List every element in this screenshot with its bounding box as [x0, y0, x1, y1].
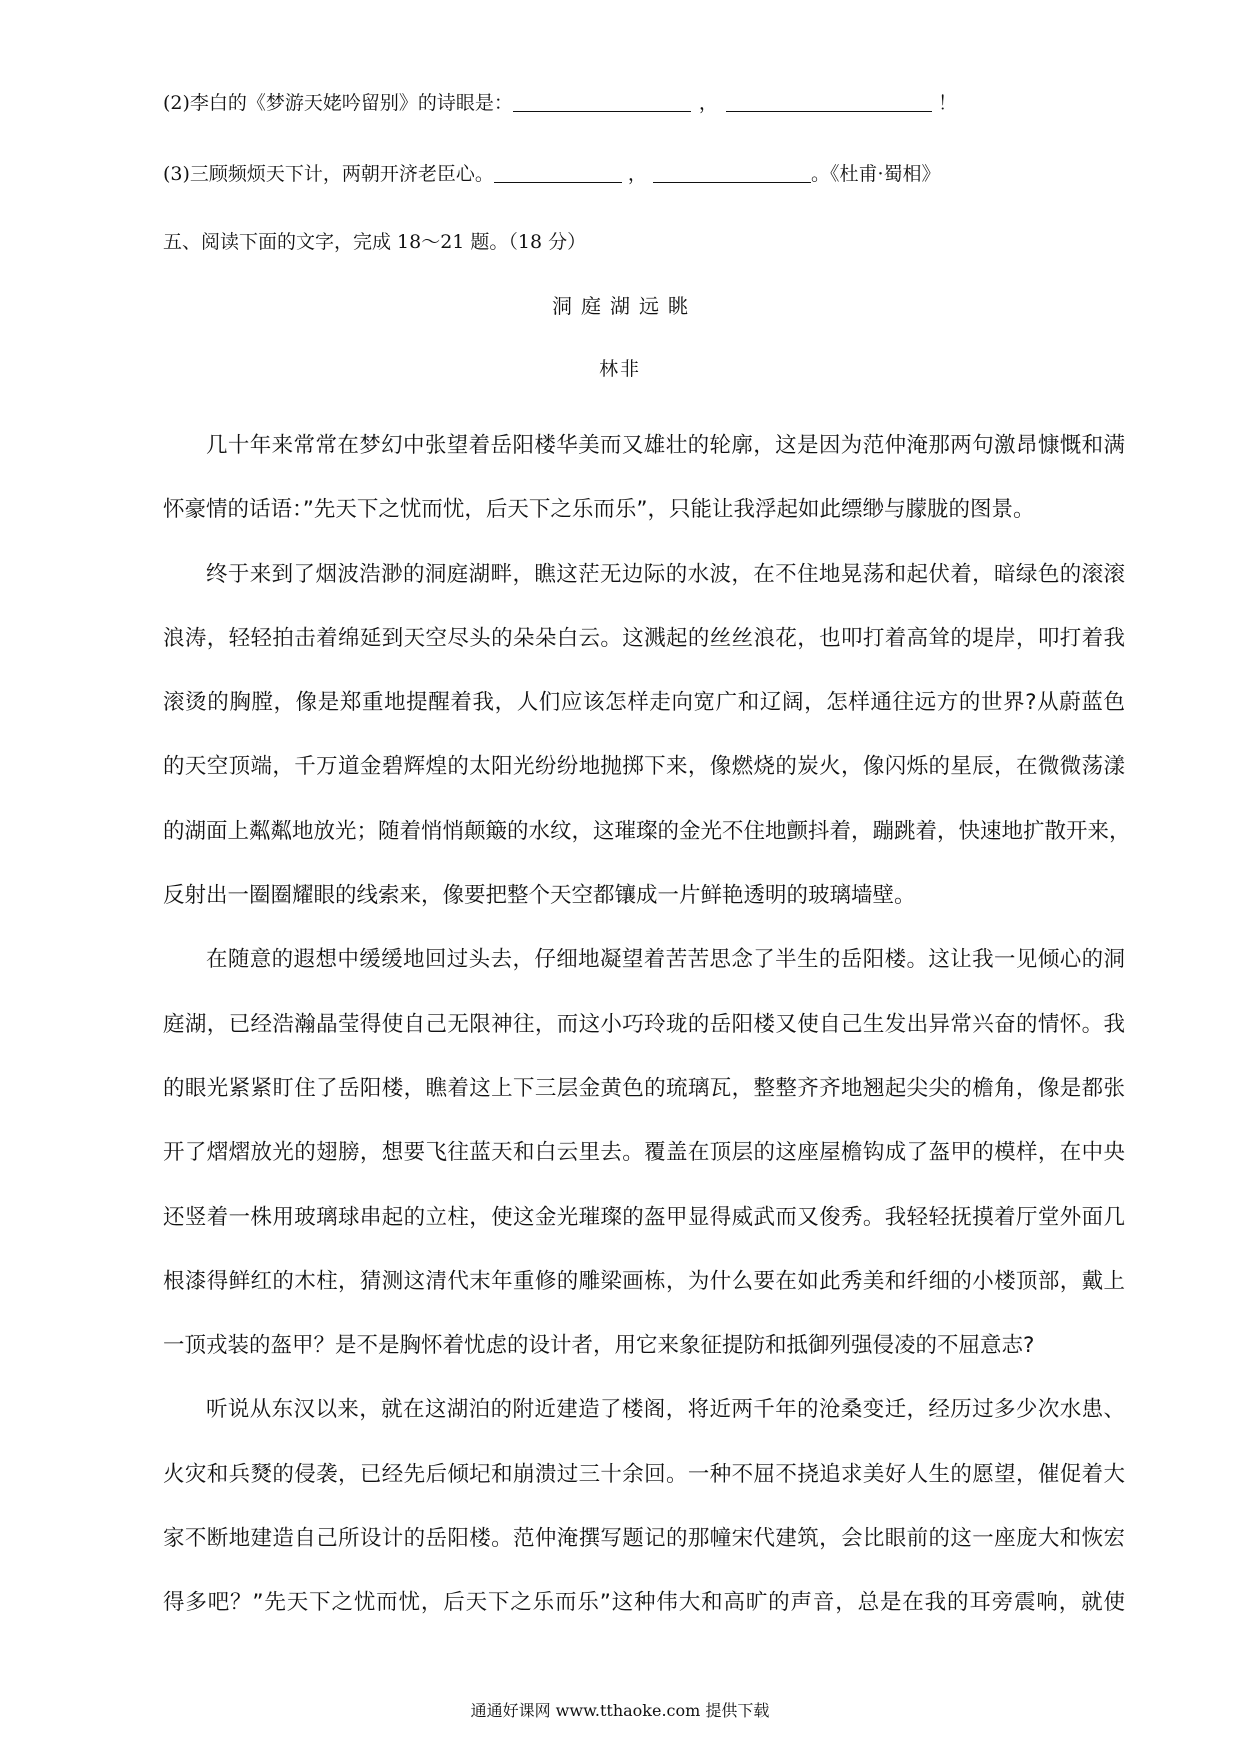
- paragraph-line: 火灾和兵燹的侵袭，已经先后倾圮和崩溃过三十余回。一种不屈不挠追求美好人生的愿望，催促着大: [163, 1461, 1125, 1487]
- paragraph-line: 的湖面上粼粼地放光；随着悄悄颠簸的水纹，这璀璨的金光不住地颤抖着，蹦跳着，快速地扩散开来，: [163, 818, 1131, 844]
- paragraph-line: 得多吧？”先天下之忧而忧，后天下之乐而乐”这种伟大和高旷的声音，总是在我的耳旁震响，就使: [163, 1590, 1125, 1616]
- page-footer: 通通好课网 www.tthaoke.com 提供下载: [470, 1701, 770, 1720]
- answer-blank-3a[interactable]: [494, 162, 622, 183]
- question-3-prompt: (3)三顾频烦天下计，两朝开济老臣心。: [163, 163, 494, 185]
- answer-blank-3b[interactable]: [653, 162, 811, 183]
- paragraph-line: 一顶戎装的盔甲？是不是胸怀着忧虑的设计者，用它来象征提防和抵御列强侵凌的不屈意志?: [163, 1333, 1035, 1359]
- paragraph-line: 的眼光紧紧盯住了岳阳楼，瞧着这上下三层金黄色的琉璃瓦，整整齐齐地翘起尖尖的檐角，像是都张: [163, 1075, 1125, 1101]
- paragraph-line: 滚烫的胸膛，像是郑重地提醒着我，人们应该怎样走向宽广和辽阔，怎样通往远方的世界?从蔚蓝色: [163, 690, 1125, 716]
- question-3-end: 。《杜甫·蜀相》: [810, 163, 941, 185]
- paragraph-line: 还竖着一株用玻璃球串起的立柱，使这金光璀璨的盔甲显得威武而又俊秀。我轻轻抚摸着厅堂外面几: [163, 1204, 1125, 1230]
- article-author: 林非: [599, 358, 641, 380]
- article-body: [163, 414, 1131, 1636]
- paragraph-line: 几十年来常常在梦幻中张望着岳阳楼华美而又雄壮的轮廓，这是因为范仲淹那两句激昂慷慨和满: [206, 433, 1125, 458]
- question-2-end: ！: [937, 92, 957, 114]
- question-2-prompt: (2)李白的《梦游天姥吟留别》的诗眼是：: [163, 92, 513, 114]
- paragraph-line: 根漆得鲜红的木柱，猜测这清代末年重修的雕梁画栋，为什么要在如此秀美和纤细的小楼顶部，戴上: [163, 1268, 1125, 1294]
- paragraph-line: 终于来到了烟波浩渺的洞庭湖畔，瞧这茫无边际的水波，在不住地晃荡和起伏着，暗绿色的滚滚: [206, 561, 1125, 587]
- question-3: [163, 159, 940, 186]
- paragraph-line: 听说从东汉以来，就在这湖泊的附近建造了楼阁，将近两千年的沧桑变迁，经历过多少次水患、: [206, 1397, 1125, 1423]
- paragraph-line: 怀豪情的话语：”先天下之忧而忧，后天下之乐而乐”，只能让我浮起如此缥缈与朦胧的图景。: [163, 497, 1035, 523]
- paragraph-line: 在随意的遐想中缓缓地回过头去，仔细地凝望着苦苦思念了半生的岳阳楼。这让我一见倾心的洞: [206, 947, 1125, 973]
- question-2: [163, 88, 957, 115]
- paragraph-line: 庭湖，已经浩瀚晶莹得使自己无限神往，而这小巧玲珑的岳阳楼又使自己生发出异常兴奋的情怀。我: [163, 1011, 1125, 1037]
- paragraph-line: 开了熠熠放光的翅膀，想要飞往蓝天和白云里去。覆盖在顶层的这座屋檐钩成了盔甲的模样，在中央: [163, 1140, 1125, 1166]
- section-heading: 五、阅读下面的文字，完成 18～21 题。（18 分）: [163, 231, 587, 253]
- paragraph-line: 反射出一圈圈耀眼的线索来，像要把整个天空都镶成一片鲜艳透明的玻璃墙壁。: [163, 883, 916, 909]
- paragraph-line: 家不断地建造自己所设计的岳阳楼。范仲淹撰写题记的那幢宋代建筑，会比眼前的这一座庞大和恢宏: [163, 1526, 1125, 1552]
- answer-blank-2a[interactable]: [513, 91, 691, 112]
- answer-blank-2b[interactable]: [726, 91, 932, 112]
- question-2-separator: ，: [698, 92, 718, 114]
- article-title: 洞庭湖远眺: [552, 294, 697, 318]
- paragraph-line: 浪涛，轻轻拍击着绵延到天空尽头的朵朵白云。这溅起的丝丝浪花，也叩打着高耸的堤岸，叩打着我: [163, 625, 1125, 651]
- paragraph-line: 的天空顶端，千万道金碧辉煌的太阳光纷纷地抛掷下来，像燃烧的炭火，像闪烁的星辰，在微微荡漾: [163, 754, 1125, 780]
- question-3-separator: ，: [627, 163, 647, 185]
